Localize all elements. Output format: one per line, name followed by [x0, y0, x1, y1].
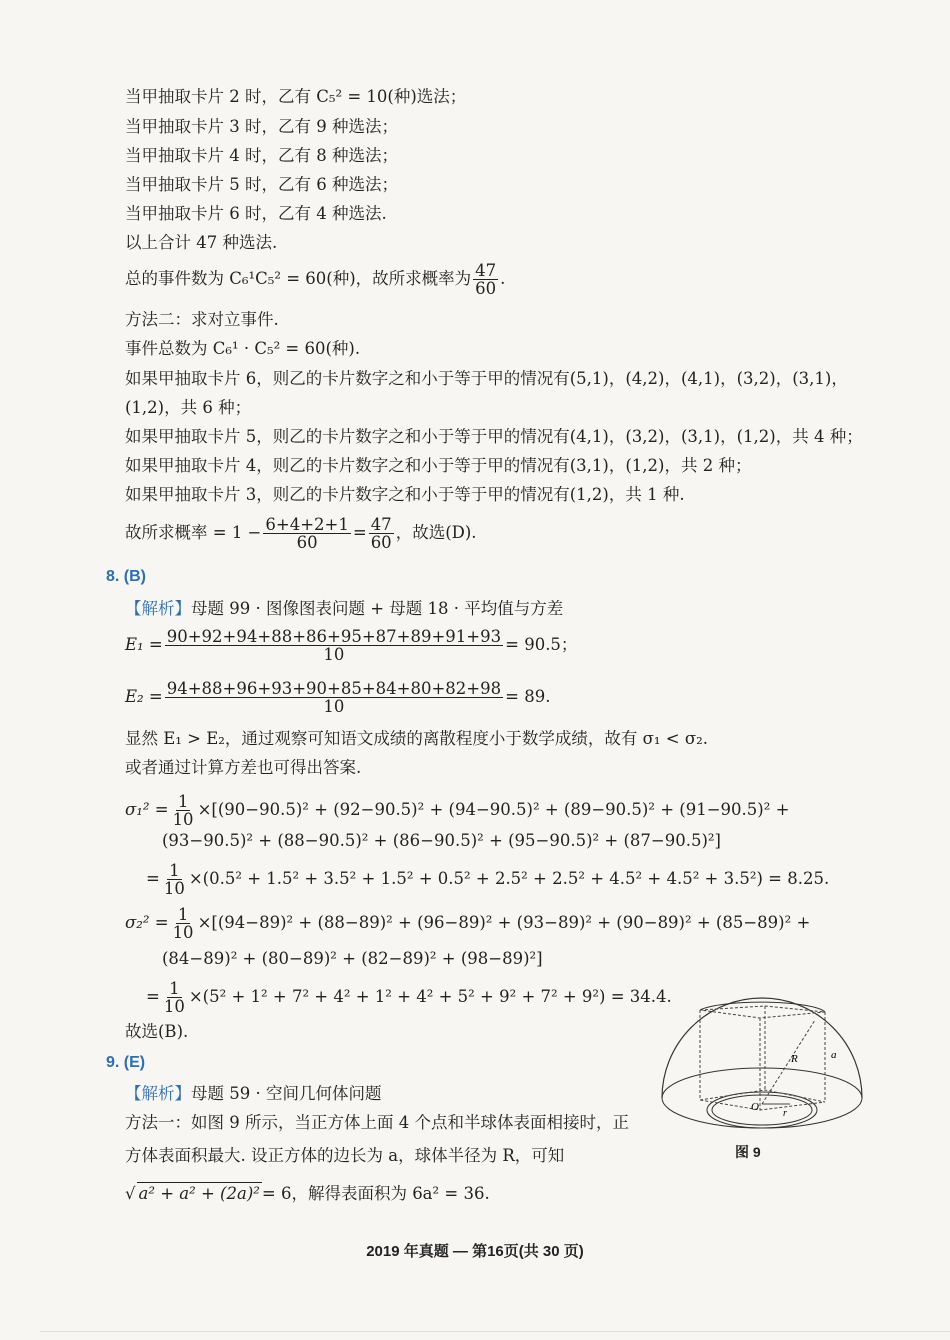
equals: =: [146, 869, 160, 888]
numerator: 90+92+94+88+86+95+87+89+91+93: [166, 627, 502, 646]
denominator: 60: [370, 533, 392, 552]
numerator: 1: [177, 792, 189, 811]
text-line: 如果甲抽取卡片 5，则乙的卡片数字之和小于等于甲的情况有(4,1)，(3,2)，(3,1)，(1,2)，共 4 种；: [125, 427, 863, 446]
question-9-number: 9. (E): [106, 1054, 146, 1071]
figure-caption: 图 9: [735, 1144, 761, 1160]
label-r: r: [783, 1108, 787, 1119]
fraction: [162, 980, 187, 1015]
analysis-tag: 【解析】: [125, 599, 191, 618]
topic: 母题 99 · 图像图表问题 + 母题 18 · 平均值与方差: [191, 599, 564, 618]
text-line: 当甲抽取卡片 5 时，乙有 6 种选法；: [125, 175, 398, 194]
text-line: 当甲抽取卡片 2 时，乙有 C₅² = 10(种)选法；: [125, 87, 467, 106]
text: 总的事件数为 C₆¹C₅² = 60(种)，故所求概率为: [125, 269, 472, 288]
total-events-line: [125, 262, 505, 297]
topic: 母题 59 · 空间几何体问题: [191, 1084, 382, 1103]
text-line: 当甲抽取卡片 6 时，乙有 4 种选法.: [125, 204, 387, 223]
text: ，故选(D).: [395, 523, 477, 542]
denominator: 60: [475, 279, 497, 298]
radicand: a² + a² + (2a)²: [138, 1184, 260, 1203]
e2-formula: [125, 680, 550, 715]
sigma2-line-2: (84−89)² + (80−89)² + (82−89)² + (98−89)²]: [162, 949, 543, 968]
base-ellipse: [662, 1068, 862, 1128]
page-footer: 2019 年真题 — 第16页(共 30 页): [366, 1243, 584, 1260]
label: σ₁² =: [125, 800, 169, 819]
label-O: O: [751, 1101, 759, 1113]
denominator: 10: [163, 997, 185, 1016]
denominator: 10: [323, 645, 345, 664]
text: =: [352, 523, 367, 542]
expression: ×[(94−89)² + (88−89)² + (96−89)² + (93−89)² + (90−89)² + (85−89)² +: [197, 913, 811, 932]
equals: =: [146, 987, 160, 1006]
denominator: 10: [323, 697, 345, 716]
text-line: (1,2)，共 6 种；: [125, 398, 252, 417]
numerator: 6+4+2+1: [265, 515, 349, 534]
result: = 90.5；: [505, 635, 578, 654]
probability-line: [125, 516, 477, 551]
sigma2-line-3: [146, 980, 672, 1015]
q9-analysis-header: [125, 1083, 381, 1105]
text-line: 或者通过计算方差也可得出答案.: [125, 758, 362, 777]
expression: ×(0.5² + 1.5² + 3.5² + 1.5² + 0.5² + 2.5² + 2.5² + 4.5² + 4.5² + 3.5²) = 8.25.: [188, 869, 830, 888]
denominator: 10: [172, 923, 194, 942]
label-R: R: [791, 1053, 798, 1065]
text-line: 如果甲抽取卡片 4，则乙的卡片数字之和小于等于甲的情况有(3,1)，(1,2)，共 2 种；: [125, 456, 752, 475]
text-line: 方法二：求对立事件.: [125, 310, 279, 329]
numerator: 1: [169, 979, 180, 998]
label: E₂ =: [125, 687, 163, 706]
cube-bottom: [700, 1090, 825, 1110]
text: .: [500, 269, 506, 288]
analysis-tag: 【解析】: [125, 1084, 191, 1103]
text-line: 当甲抽取卡片 4 时，乙有 8 种选法；: [125, 146, 398, 165]
text-line: 显然 E₁ > E₂，通过观察可知语文成绩的离散程度小于数学成绩，故有 σ₁ < σ₂.: [125, 729, 708, 748]
denominator: 60: [296, 533, 318, 552]
q8-analysis-header: [125, 598, 563, 620]
numerator: 94+88+96+93+90+85+84+80+82+98: [166, 679, 502, 698]
fraction: [263, 516, 350, 551]
text-line: 如果甲抽取卡片 6，则乙的卡片数字之和小于等于甲的情况有(5,1)，(4,2)，(4,1)，(3,2)，(3,1)，: [125, 369, 848, 388]
fraction: [369, 516, 394, 551]
denominator: 10: [163, 879, 185, 898]
e1-formula: [125, 628, 577, 663]
sqrt-sign: √: [125, 1184, 136, 1203]
sigma1-line-3: [146, 862, 829, 897]
sqrt-formula: [125, 1182, 490, 1205]
numerator: 47: [475, 261, 497, 280]
label: σ₂² =: [125, 913, 169, 932]
fraction: [171, 793, 196, 828]
sigma1-line-2: (93−90.5)² + (88−90.5)² + (86−90.5)² + (95−90.5)² + (87−90.5)²]: [162, 831, 721, 850]
hemisphere-figure: [655, 990, 870, 1135]
sigma2-line-1: [125, 906, 810, 941]
text-line: 故选(B).: [125, 1022, 189, 1041]
label: E₁ =: [125, 635, 163, 654]
label-a: a: [831, 1049, 837, 1061]
fraction: [473, 262, 498, 297]
page-edge: [40, 1331, 950, 1332]
text-line: 事件总数为 C₆¹ · C₅² = 60(种).: [125, 339, 361, 358]
question-8-number: 8. (B): [106, 568, 146, 585]
text-line: 当甲抽取卡片 3 时，乙有 9 种选法；: [125, 117, 398, 136]
denominator: 10: [172, 810, 194, 829]
text-line: 方法一：如图 9 所示，当正方体上面 4 个点和半球体表面相接时，正: [125, 1113, 629, 1132]
text: 故所求概率 = 1 −: [125, 523, 262, 542]
numerator: 1: [177, 905, 189, 924]
numerator: 1: [169, 861, 180, 880]
fraction: [165, 628, 503, 663]
fraction: [171, 906, 196, 941]
sigma1-line-1: [125, 793, 789, 828]
fraction: [162, 862, 187, 897]
result: = 89.: [505, 687, 551, 706]
numerator: 47: [370, 515, 392, 534]
text-line: 以上合计 47 种选法.: [125, 233, 278, 252]
fraction: [165, 680, 503, 715]
text-line: 如果甲抽取卡片 3，则乙的卡片数字之和小于等于甲的情况有(1,2)，共 1 种.: [125, 485, 685, 504]
expression: ×[(90−90.5)² + (92−90.5)² + (94−90.5)² + (89−90.5)² + (91−90.5)² +: [197, 800, 790, 819]
text-line: 方体表面积最大. 设正方体的边长为 a，球体半径为 R，可知: [125, 1146, 565, 1165]
expression: ×(5² + 1² + 7² + 4² + 1² + 4² + 5² + 9² + 7² + 9²) = 34.4.: [188, 987, 672, 1006]
text: = 6，解得表面积为 6a² = 36.: [261, 1184, 490, 1203]
